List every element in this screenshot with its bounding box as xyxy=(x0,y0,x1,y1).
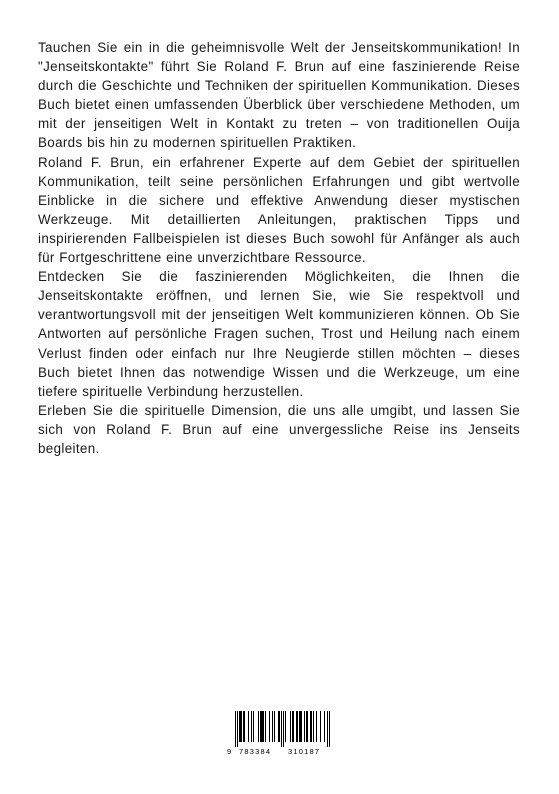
isbn-barcode xyxy=(226,711,338,761)
barcode-bar xyxy=(239,711,240,742)
barcode-bar xyxy=(240,711,241,742)
barcode-bar xyxy=(263,711,264,742)
barcode-bar xyxy=(299,711,300,742)
barcode-guard-bar xyxy=(283,711,284,747)
barcode-bar xyxy=(279,711,280,742)
barcode-bar xyxy=(241,711,242,742)
barcode-bar xyxy=(293,711,294,742)
barcode-guard-bar xyxy=(237,711,238,747)
barcode-bar xyxy=(258,711,259,742)
barcode-digits-left: 783384 xyxy=(239,747,272,756)
barcode-guard-bar xyxy=(329,711,330,747)
barcode-bar xyxy=(292,711,293,742)
barcode-bar xyxy=(274,711,275,742)
barcode-bar xyxy=(300,711,301,742)
barcode-bar xyxy=(261,711,262,742)
barcode-bar xyxy=(313,711,314,742)
barcode-digits xyxy=(226,747,338,759)
barcode-bar xyxy=(316,711,317,742)
barcode-bar xyxy=(285,711,286,742)
barcode-bar xyxy=(278,711,279,742)
barcode-bar xyxy=(297,711,298,742)
barcode-bar xyxy=(244,711,245,742)
barcode-bar xyxy=(243,711,244,742)
barcode-bar xyxy=(307,711,308,742)
blurb-paragraph-2: Roland F. Brun, ein erfahrener Experte auf dem Gebiet der spirituellen Kommunikation, teilt seine persönlichen Erfahrungen und gibt wertvolle Einblicke in die sichere und effektive Anwendung dieser mystischen Werkzeuge. Mit detaillierten Anleitungen, praktischen Tipps und inspirierenden Fallbeispielen ist dieses Buch sowohl für Anfänger als auch für Fortgeschrittene eine unverzichtbare Ressource. xyxy=(38,154,520,266)
barcode-bars xyxy=(226,711,338,747)
barcode-bar xyxy=(269,711,270,742)
barcode-bar xyxy=(290,711,291,742)
barcode-bar xyxy=(304,711,305,742)
barcode-bar xyxy=(265,711,266,742)
barcode-bar xyxy=(306,711,307,742)
barcode-bar xyxy=(311,711,312,742)
blurb-paragraph-4: Erleben Sie die spirituelle Dimension, die uns alle umgibt, und lassen Sie sich von Roland F. Brun auf eine unvergessliche Reise ins Jenseits begleiten. xyxy=(38,402,520,456)
barcode-bar xyxy=(253,711,254,742)
back-cover-blurb xyxy=(38,38,520,458)
barcode-bar xyxy=(320,711,321,742)
barcode-bar xyxy=(301,711,302,742)
barcode-bar xyxy=(310,711,311,742)
blurb-paragraph-1: Tauchen Sie ein in die geheimnisvolle Welt der Jenseitskommunikation! In "Jenseitskontakte" führt Sie Roland F. Brun auf eine faszinierende Reise durch die Geschichte und Techniken der spirituellen Kommunikation. Dieses Buch bietet einen umfassenden Überblick über verschiedene Methoden, um mit der jenseitigen Welt in Kontakt zu treten – von traditionellen Ouija Boards bis hin zu modernen spirituellen Praktiken. xyxy=(38,40,520,151)
barcode-digits-right: 310187 xyxy=(288,747,321,756)
barcode-bar xyxy=(296,711,297,742)
barcode-guard-bar xyxy=(281,711,282,747)
barcode-bar xyxy=(324,711,325,742)
barcode-digit-lead: 9 xyxy=(227,747,233,756)
barcode-bar xyxy=(260,711,261,742)
barcode-guard-bar xyxy=(327,711,328,747)
barcode-bar xyxy=(262,711,263,742)
barcode-guard-bar xyxy=(235,711,236,747)
blurb-paragraph-3: Entdecken Sie die faszinierenden Möglichkeiten, die Ihnen die Jenseitskontakte eröffnen, und lernen Sie, wie Sie respektvoll und verantwortungsvoll mit der jenseitigen Welt kommunizieren können. Ob Sie Antworten auf persönliche Fragen suchen, Trost und Heilung nach einem Verlust finden oder einfach nur Ihre Neugierde stillen möchten – dieses Buch bietet Ihnen das notwendige Wissen und die Werkzeuge, um eine tiefere spirituelle Verbindung herzustellen. xyxy=(38,269,520,399)
barcode-bar xyxy=(248,711,249,742)
barcode-bar xyxy=(251,711,252,742)
barcode-bar xyxy=(272,711,273,742)
